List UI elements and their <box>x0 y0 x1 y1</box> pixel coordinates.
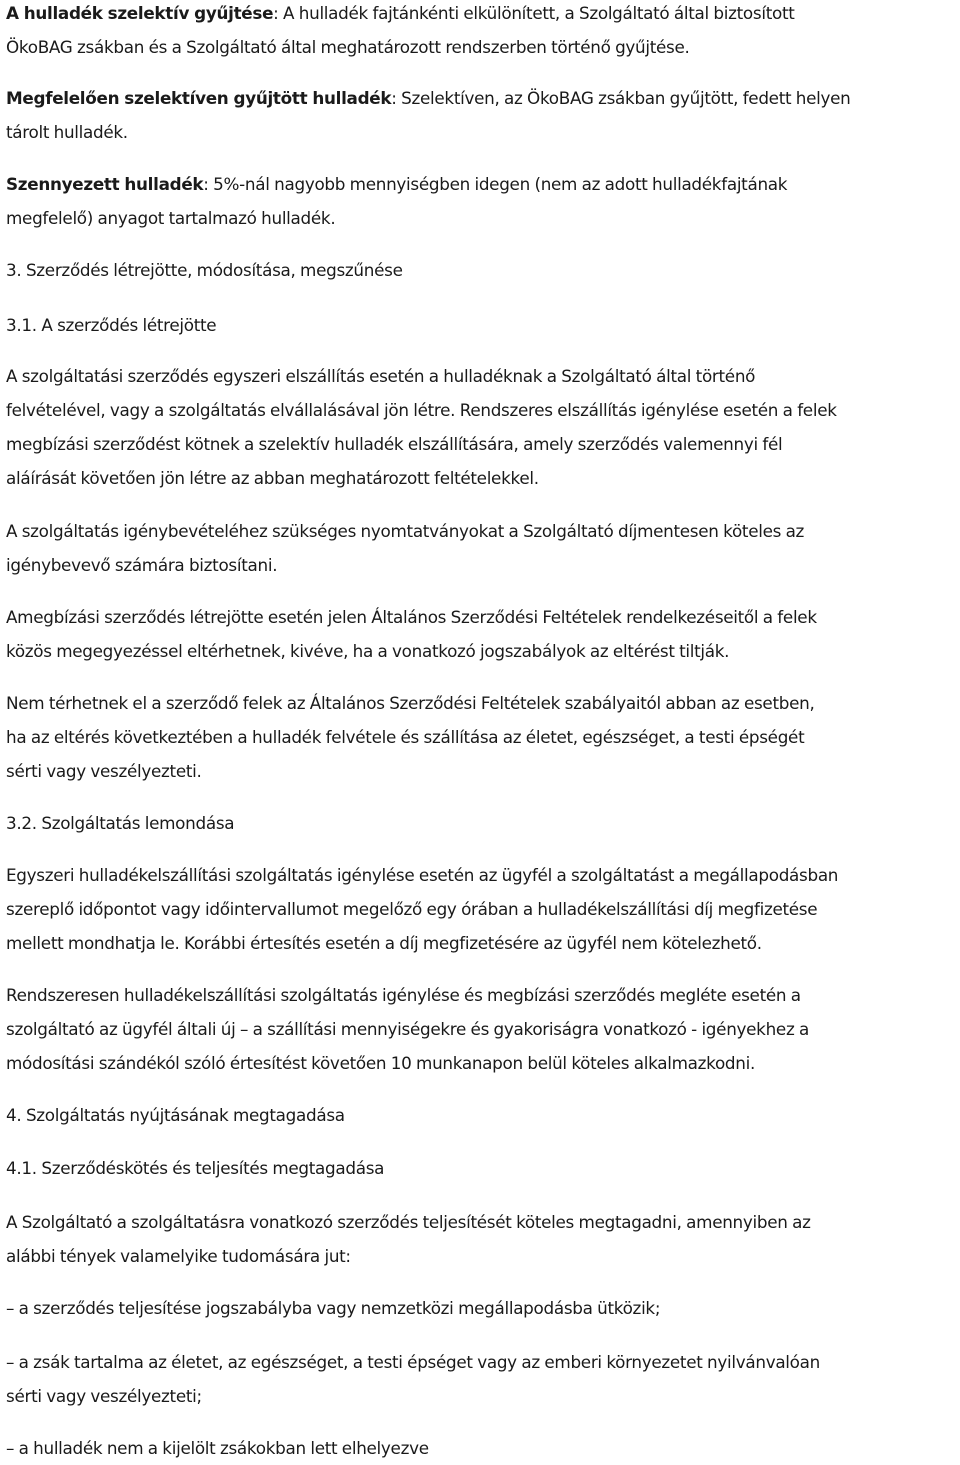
text-line: sérti vagy veszélyezteti. <box>6 761 202 781</box>
text-line: ha az eltérés következtében a hulladék felvétele és szállítása az életet, egészséget, a testi épségét <box>6 727 805 747</box>
text-line: felvételével, vagy a szolgáltatás elvállalásával jön létre. Rendszeres elszállítás igénylése esetén a felek <box>6 400 837 420</box>
text-line: tárolt hulladék. <box>6 122 128 142</box>
text-line: Rendszeresen hulladékelszállítási szolgáltatás igénylése és megbízási szerződés megléte esetén a <box>6 985 801 1005</box>
text-line: sérti vagy veszélyezteti; <box>6 1386 202 1406</box>
text-line: – a zsák tartalma az életet, az egészséget, a testi épséget vagy az emberi környezetet nyilvánvalóan <box>6 1352 820 1372</box>
paragraph-3-1-contract-formation <box>6 359 960 495</box>
text-line: – a hulladék nem a kijelölt zsákokban lett elhelyezve <box>6 1438 429 1458</box>
section-heading-4: 4. Szolgáltatás nyújtásának megtagadása <box>6 1105 345 1125</box>
text-line: A szolgáltatás igénybevételéhez szükséges nyomtatványokat a Szolgáltató díjmentesen köteles az <box>6 521 805 541</box>
text-line: Szennyezett hulladék: 5%-nál nagyobb mennyiségben idegen (nem az adott hulladékfajtának <box>6 174 788 194</box>
paragraph-3-1-no-deviation <box>6 686 960 788</box>
text-line: igénybevevő számára biztosítani. <box>6 555 278 575</box>
paragraph-3-1-deviation <box>6 600 960 668</box>
text-line: megfelelő) anyagot tartalmazó hulladék. <box>6 208 336 228</box>
text-line: A Szolgáltató a szolgáltatásra vonatkozó szerződés teljesítését köteles megtagadni, amennyiben az <box>6 1212 811 1232</box>
text-line: aláírását követően jön létre az abban meghatározott feltételekkel. <box>6 468 539 488</box>
definition-properly-collected <box>6 81 960 149</box>
list-item <box>6 1291 960 1325</box>
section-heading-3: 3. Szerződés létrejötte, módosítása, megszűnése <box>6 260 403 280</box>
paragraph-3-1-forms <box>6 514 960 582</box>
text-line: módosítási szándékól szóló értesítést követően 10 munkanapon belül köteles alkalmazkodni. <box>6 1053 756 1073</box>
section-heading-3-2: 3.2. Szolgáltatás lemondása <box>6 813 235 833</box>
paragraph-3-2-one-time-cancel <box>6 858 960 960</box>
text-line: – a szerződés teljesítése jogszabályba vagy nemzetközi megállapodásba ütközik; <box>6 1298 661 1318</box>
definition-selective-collection <box>6 0 960 64</box>
text-line: szereplő időpontot vagy időintervallumot megelőző egy órában a hulladékelszállítási díj megfizetése <box>6 899 818 919</box>
definition-contaminated-waste <box>6 167 960 235</box>
list-item <box>6 1431 960 1465</box>
definition-term: Szennyezett hulladék <box>6 174 204 194</box>
definition-term: Megfelelően szelektíven gyűjtött hulladék <box>6 88 392 108</box>
text-line: közös megegyezéssel eltérhetnek, kivéve, ha a vonatkozó jogszabályok az eltérést tiltják. <box>6 641 730 661</box>
text-line: Egyszeri hulladékelszállítási szolgáltatás igénylése esetén az ügyfél a szolgáltatást a megállapodásban <box>6 865 839 885</box>
text-line: mellett mondhatja le. Korábbi értesítés esetén a díj megfizetésére az ügyfél nem kötelezhető. <box>6 933 762 953</box>
text-line: Megfelelően szelektíven gyűjtött hulladék: Szelektíven, az ÖkoBAG zsákban gyűjtött, fedett helyen <box>6 88 851 108</box>
text-line: megbízási szerződést kötnek a szelektív hulladék elszállítására, amely szerződés valemennyi fél <box>6 434 783 454</box>
paragraph-4-1-refusal <box>6 1205 960 1273</box>
text-line: ÖkoBAG zsákban és a Szolgáltató által meghatározott rendszerben történő gyűjtése. <box>6 37 690 57</box>
text-line: Nem térhetnek el a szerződő felek az Általános Szerződési Feltételek szabályaitól abban az esetben, <box>6 693 815 713</box>
definition-term: A hulladék szelektív gyűjtése <box>6 3 274 23</box>
text-line: A szolgáltatási szerződés egyszeri elszállítás esetén a hulladéknak a Szolgáltató által történő <box>6 366 756 386</box>
list-item <box>6 1345 960 1413</box>
section-heading-4-1: 4.1. Szerződéskötés és teljesítés megtagadása <box>6 1158 385 1178</box>
text-line: Amegbízási szerződés létrejötte esetén jelen Általános Szerződési Feltételek rendelkezéseitől a felek <box>6 607 817 627</box>
text-line: A hulladék szelektív gyűjtése: A hulladék fajtánkénti elkülönített, a Szolgáltató által biztosított <box>6 3 795 23</box>
section-heading-3-1: 3.1. A szerződés létrejötte <box>6 315 217 335</box>
paragraph-3-2-regular-modification <box>6 978 960 1080</box>
text-line: szolgáltató az ügyfél általi új – a szállítási mennyiségekre és gyakoriságra vonatkozó - igényekhez a <box>6 1019 809 1039</box>
text-line: alábbi tények valamelyike tudomására jut: <box>6 1246 351 1266</box>
